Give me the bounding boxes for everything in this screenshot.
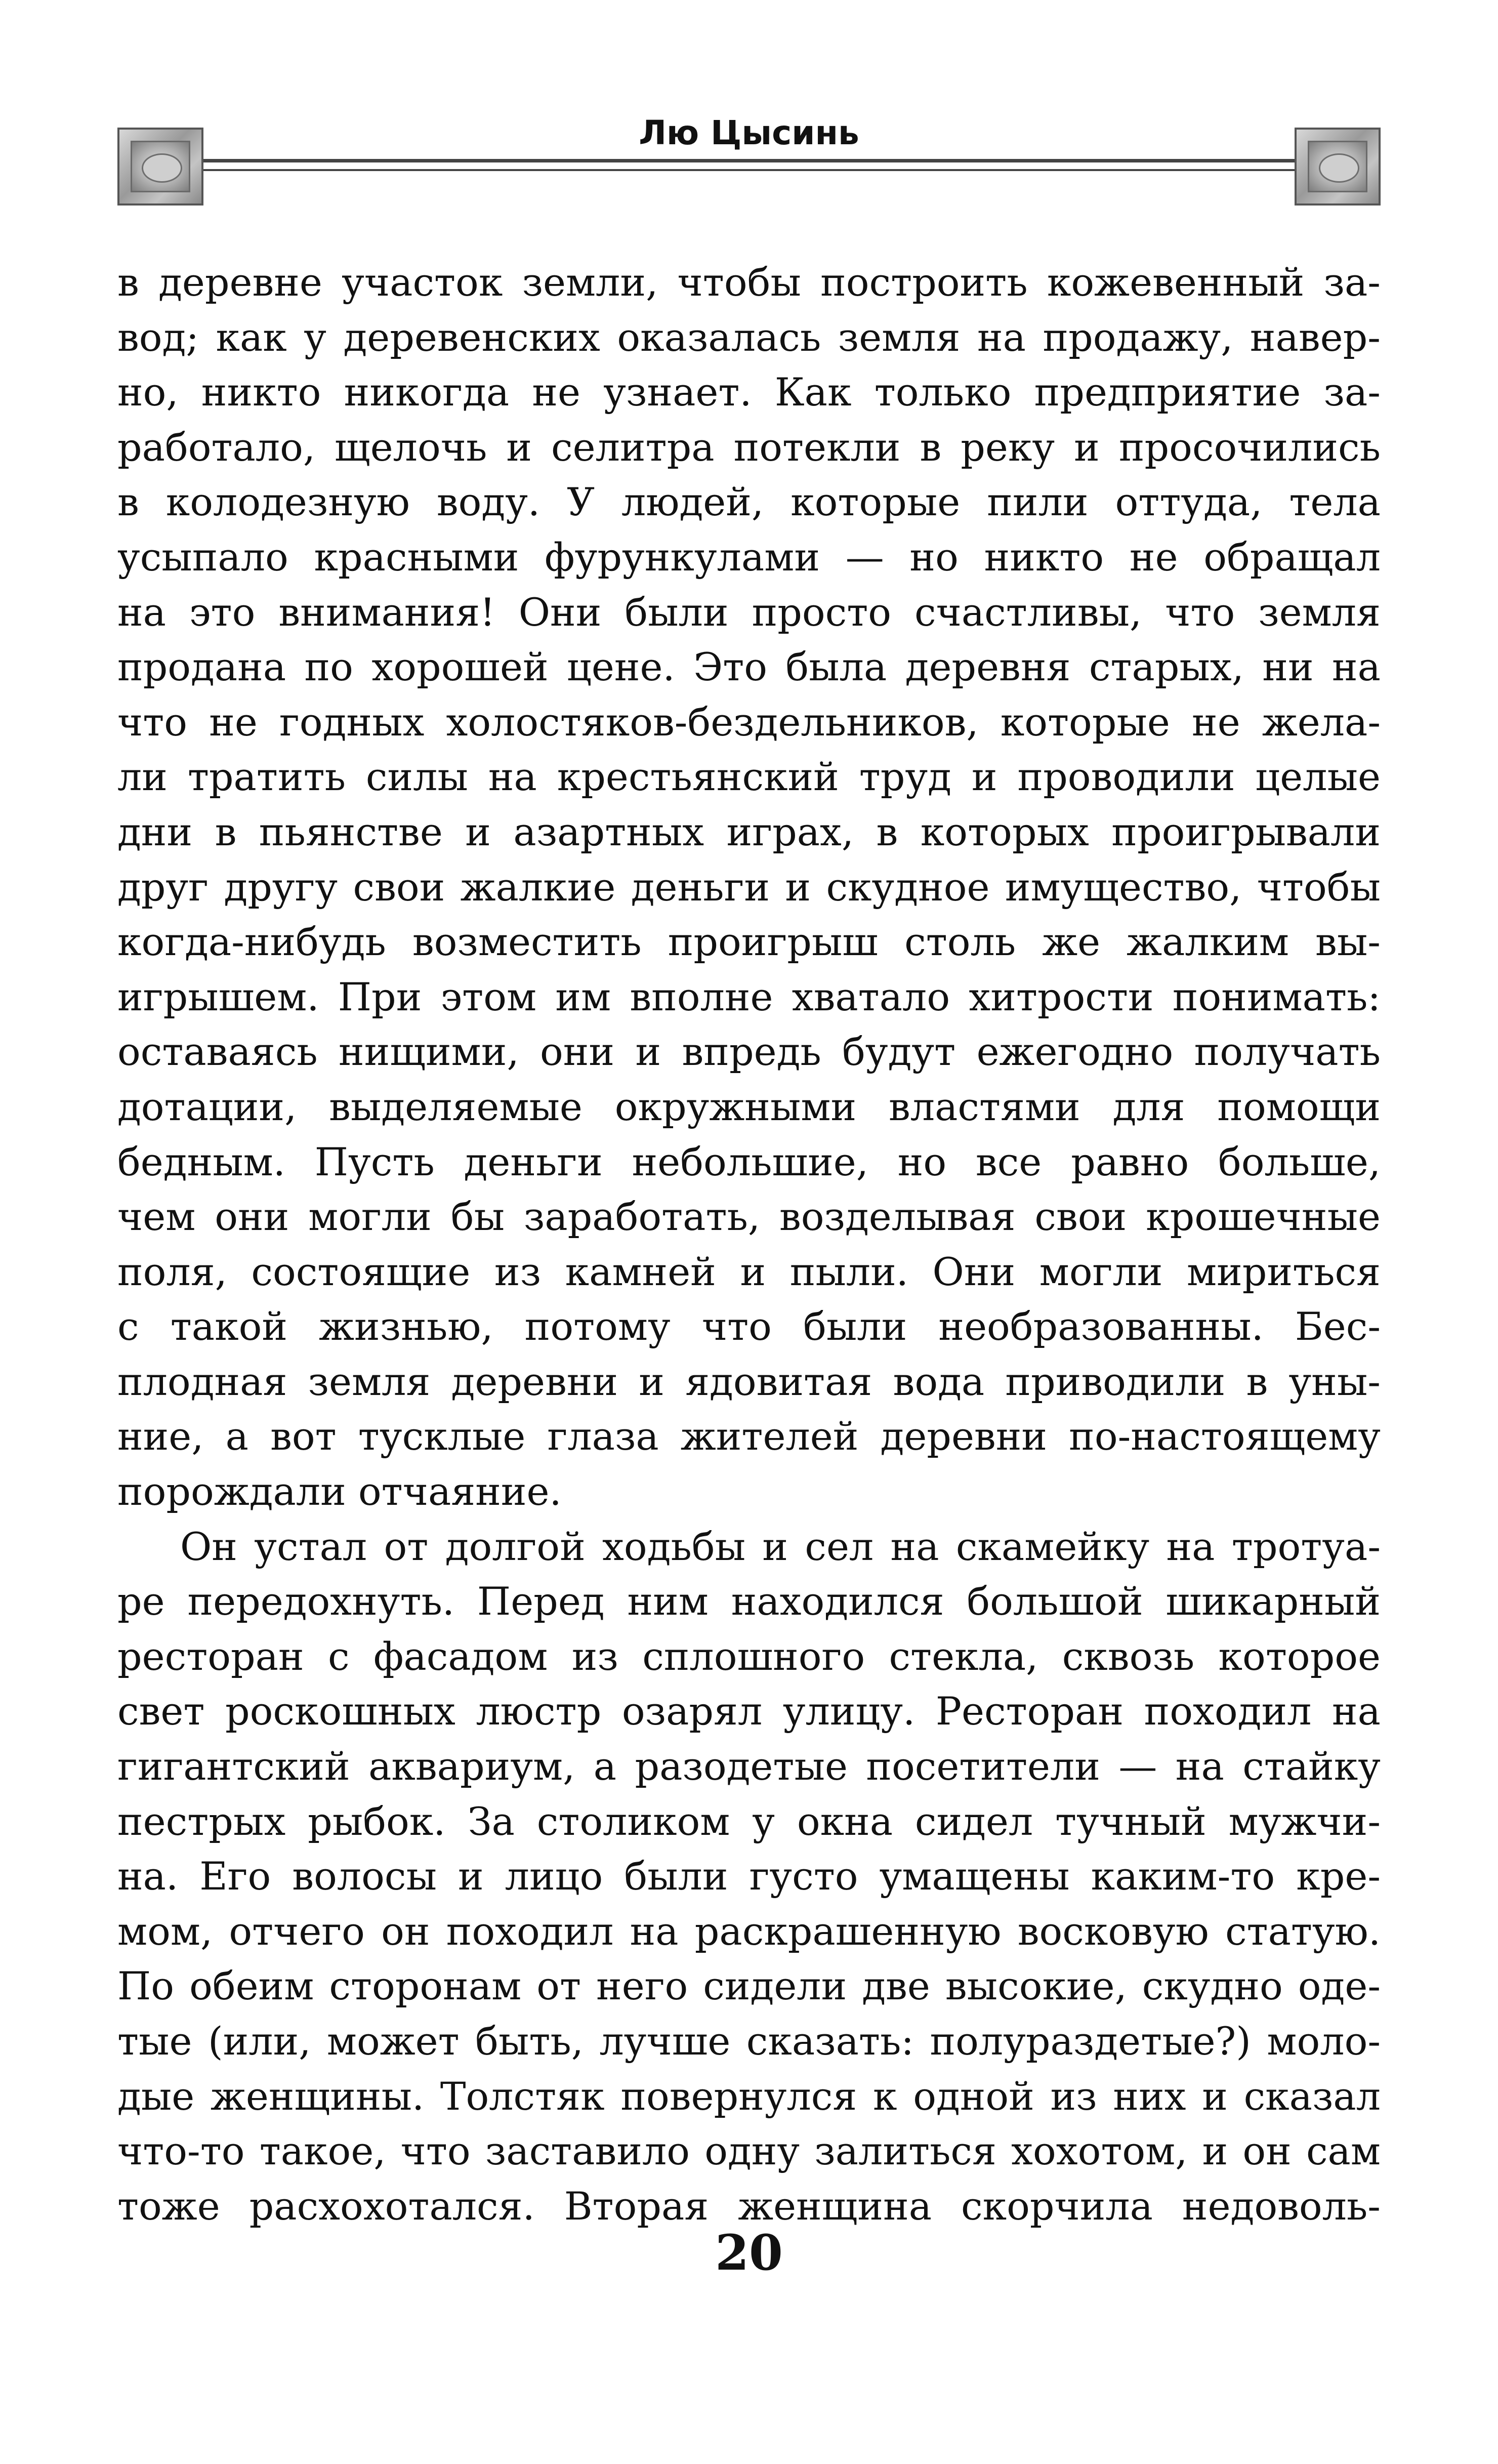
text-line: бедным. Пусть деньги небольшие, но все равно больше, [117,1139,1381,1184]
text-line: ресторан с фасадом из сплошного стекла, сквозь которое [117,1633,1381,1679]
text-line: оставаясь нищими, они и впредь будут ежегодно получать [117,1029,1381,1075]
text-line: когда-нибудь возместить проигрыш столь же жалким вы- [117,919,1381,965]
text-line: усыпало красными фурункулами — но никто не обращал [117,534,1381,580]
page-number: 20 [715,2224,783,2281]
text-line: дотации, выделяемые окружными властями для помощи [117,1084,1381,1129]
body-text [117,255,1381,2234]
text-line: дые женщины. Толстяк повернулся к одной из них и сказал [117,2073,1381,2119]
header-rule-thick [203,159,1295,162]
text-line: с такой жизнью, потому что были необразованны. Бес- [117,1304,1381,1349]
text-line: работало, щелочь и селитра потекли в реку и просочились [117,424,1381,470]
text-line: Он устал от долгой ходьбы и сел на скамейку на тротуа- [180,1524,1381,1569]
text-line: тоже расхохотался. Вторая женщина скорчила недоволь- [117,2183,1381,2229]
text-line: гигантский аквариум, а разодетые посетители — на стайку [117,1744,1381,1789]
header-rule-thin [203,169,1295,171]
text-line: свет роскошных люстр озарял улицу. Ресторан походил на [117,1689,1381,1734]
text-line: что-то такое, что заставило одну залиться хохотом, и он сам [117,2128,1381,2174]
text-line: По обеим сторонам от него сидели две высокие, скудно оде- [117,1963,1381,2009]
text-line: продана по хорошей цене. Это была деревня старых, ни на [117,644,1381,690]
left-ornament-medal [142,153,182,183]
text-line: тые (или, может быть, лучше сказать: полураздетые?) моло- [117,2019,1381,2064]
text-line: в колодезную воду. У людей, которые пили оттуда, тела [117,479,1381,525]
right-ornament-icon [1295,128,1381,206]
text-line: что не годных холостяков-бездельников, которые не жела- [117,699,1381,745]
text-line: но, никто никогда не узнает. Как только предприятие за- [117,369,1381,415]
text-line: поля, состоящие из камней и пыли. Они могли мириться [117,1249,1381,1294]
text-line: пестрых рыбок. За столиком у окна сидел тучный мужчи- [117,1798,1381,1844]
text-line: ли тратить силы на крестьянский труд и проводили целые [117,754,1381,800]
running-header [117,110,1381,212]
text-line: игрышем. При этом им вполне хватало хитрости понимать: [117,974,1381,1019]
text-line: вод; как у деревенских оказалась земля на продажу, навер- [117,314,1381,360]
text-line: на. Его волосы и лицо были густо умащены каким-то кре- [117,1854,1381,1899]
right-ornament-frame [1308,141,1367,192]
header-author-name: Лю Цысинь [639,113,859,152]
text-line: мом, отчего он походил на раскрашенную восковую статую. [117,1908,1381,1954]
text-line: ре передохнуть. Перед ним находился большой шикарный [117,1579,1381,1624]
text-line: чем они могли бы заработать, возделывая свои крошечные [117,1194,1381,1240]
text-line: дни в пьянстве и азартных играх, в которых проигрывали [117,809,1381,854]
text-line: друг другу свои жалкие деньги и скудное имущество, чтобы [117,864,1381,910]
text-line: в деревне участок земли, чтобы построить кожевенный за- [117,260,1381,305]
text-line: ние, а вот тусклые глаза жителей деревни по-настоящему [117,1414,1381,1459]
text-line: плодная земля деревни и ядовитая вода приводили в уны- [117,1359,1381,1404]
right-ornament-medal [1319,153,1359,183]
text-line: порождали отчаяние. [117,1469,562,1514]
text-line: на это внимания! Они были просто счастливы, что земля [117,589,1381,635]
